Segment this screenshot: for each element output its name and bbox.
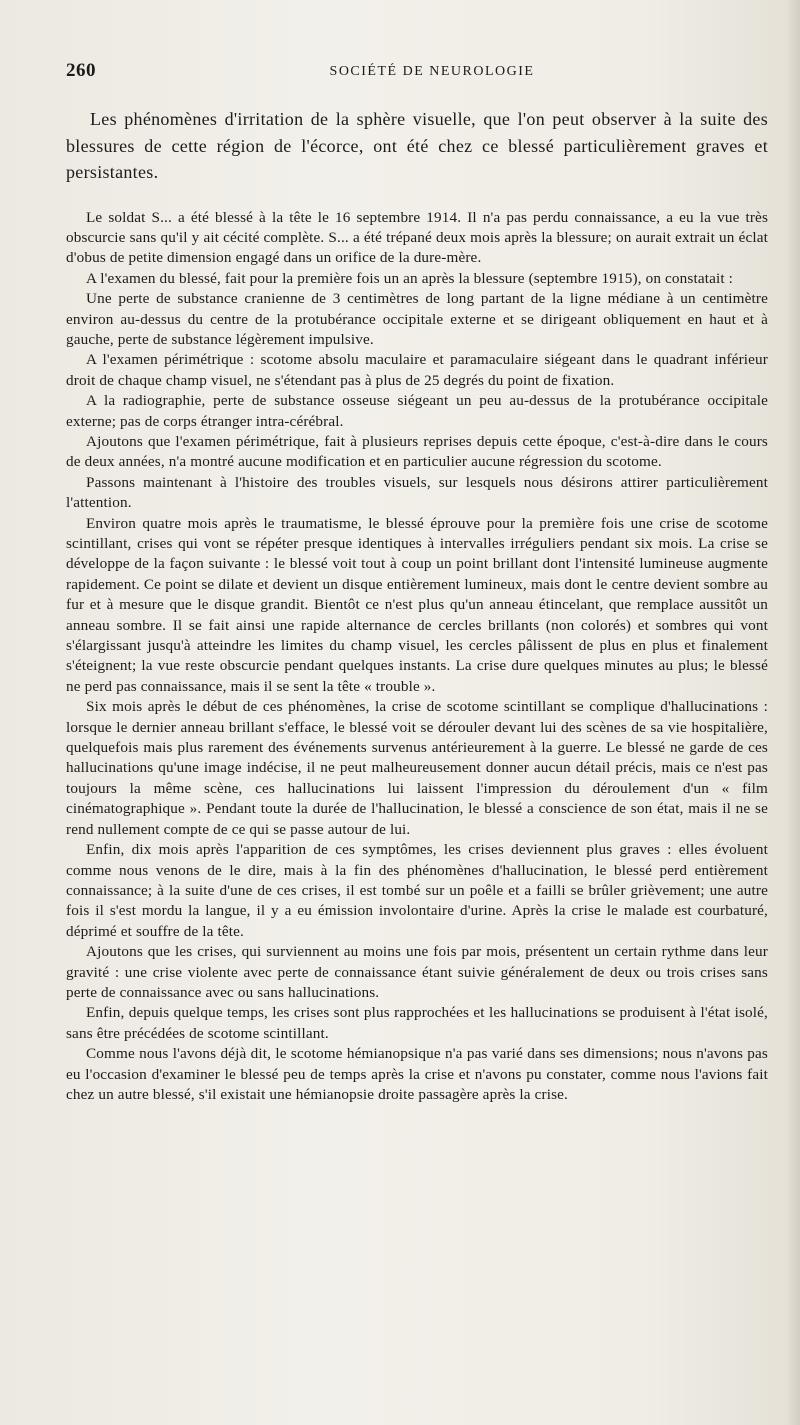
paragraph-conclusion: Comme nous l'avons déjà dit, le scotome hémianopsique n'a pas varié dans ses dimensions; nous n'avons pas eu l'occasion d'examiner le blessé peu de temps après la crise et n'avons pu constater, comme nous l'avions fait chez un autre blessé, s'il existait une hémianopsie droite passagère après la crise. [66,1045,768,1103]
paragraph-no-regression: Ajoutons que l'examen périmétrique, fait à plusieurs reprises depuis cette époque, c'est-à-dire dans le cours de deux années, n'a montré aucune modification et en particulier aucune régression du scotome. [66,432,768,471]
case-report [66,208,768,1106]
paragraph-cranial-loss: Une perte de substance cranienne de 3 centimètres de long partant de la ligne médiane à un centimètre environ au-dessus du centre de la protubérance occipitale externe et se dirigeant obliquement en haut et à gauche, perte de substance légèrement impulsive. [66,290,768,348]
page-header [66,60,768,90]
paragraph-scintillating-scotoma: Environ quatre mois après le traumatisme, le blessé éprouve pour la première fois une crise de scotome scintillant, crises qui vont se répéter presque identiques à intervalles irréguliers pendant six mois. La crise se développe de la façon suivante : le blessé voit tout à coup un point brillant dont l'intensité lumineuse augmente rapidement. Ce point se dilate et devient un disque entièrement lumineux, mais dont le centre devient sombre au fur et à mesure que le disque grandit. Bientôt ce n'est plus qu'un anneau étincelant, que remplace aussitôt un anneau sombre. Il se fait ainsi une rapide alternance de cercles brillants (non colorés) et sombres qui vont s'élargissant jusqu'à atteindre les limites du champ visuel, les cercles pâlissent de plus en plus et finalement s'éteignent; la vue reste obscurcie pendant quelques instants. La crise dure quelques minutes au plus; le blessé ne perd pas connaissance, mais il se sent la tête « trouble ». [66,514,768,695]
paragraph-examination: A l'examen du blessé, fait pour la première fois un an après la blessure (septembre 1915), on constatait : [86,269,734,287]
paragraph-visual-history: Passons maintenant à l'histoire des troubles visuels, sur lesquels nous désirons attirer particulièrement l'attention. [66,473,768,512]
page-edge-shadow [786,0,800,1425]
page-number: 260 [66,60,96,81]
paragraph-radiography: A la radiographie, perte de substance osseuse siégeant un peu au-dessus de la protubérance occipitale externe; pas de corps étranger intra-cérébral. [66,392,768,430]
paragraph-case-history: Le soldat S... a été blessé à la tête le 16 septembre 1914. Il n'a pas perdu connaissance, a eu la vue très obscurcie sans qu'il y ait cécité complète. S... a été trépané deux mois après la blessure; on aurait extrait un éclat d'obus de petite dimension engagé dans un orifice de la dure-mère. [66,208,768,267]
running-head: SOCIÉTÉ DE NEUROLOGIE [329,64,535,79]
paragraph-hallucinations: Six mois après le début de ces phénomènes, la crise de scotome scintillant se complique d'hallucinations : lorsque le dernier anneau brillant s'efface, le blessé voit se dérouler devant lui des scènes de sa vie hospitalière, quelquefois mais plus rarement des événements survenus antérieurement à la guerre. Le blessé ne garde de ces hallucinations qu'une image indécise, il ne peut malheureusement donner aucun détail précis, mais ce n'est pas toujours la même scène, ces hallucinations lui laissent l'impression du déroulement d'un « film cinématographique ». Pendant toute la durée de l'hallucination, le blessé a conscience de son état, mais il ne se rend nullement compte de ce qui se passe autour de lui. [66,698,768,838]
paragraph-isolated-hallucinations: Enfin, depuis quelque temps, les crises sont plus rapprochées et les hallucinations se produisent à l'état isolé, sans être précédées de scotome scintillant. [66,1004,768,1042]
intro-paragraph: Les phénomènes d'irritation de la sphère visuelle, que l'on peut observer à la suite des blessures de cette région de l'écorce, ont été chez ce blessé particulièrement graves et persistantes. [66,109,768,182]
paragraph-perimetric-exam: A l'examen périmétrique : scotome absolu maculaire et paramaculaire siégeant dans le quadrant inférieur droit de chaque champ visuel, ne s'étendant pas à plus de 25 degrés du point de fixation. [66,351,768,389]
paragraph-crisis-rhythm: Ajoutons que les crises, qui surviennent au moins une fois par mois, présentent un certain rythme dans leur gravité : une crise violente avec perte de connaissance étant suivie généralement de deux ou trois crises sans perte de connaissance avec ou sans hallucinations. [66,943,768,1001]
paragraph-graver-crises: Enfin, dix mois après l'apparition de ces symptômes, les crises deviennent plus graves : elles évoluent comme nous venons de le dire, mais à la fin des phénomènes d'hallucination, le blessé perd entièrement connaissance; à la suite d'une de ces crises, il est tombé sur un poêle et a failli se brûler grièvement; une autre fois il s'est mordu la langue, il y a eu émission involontaire d'urine. Après la crise le malade est courbaturé, déprimé et souffre de la tête. [66,841,768,940]
